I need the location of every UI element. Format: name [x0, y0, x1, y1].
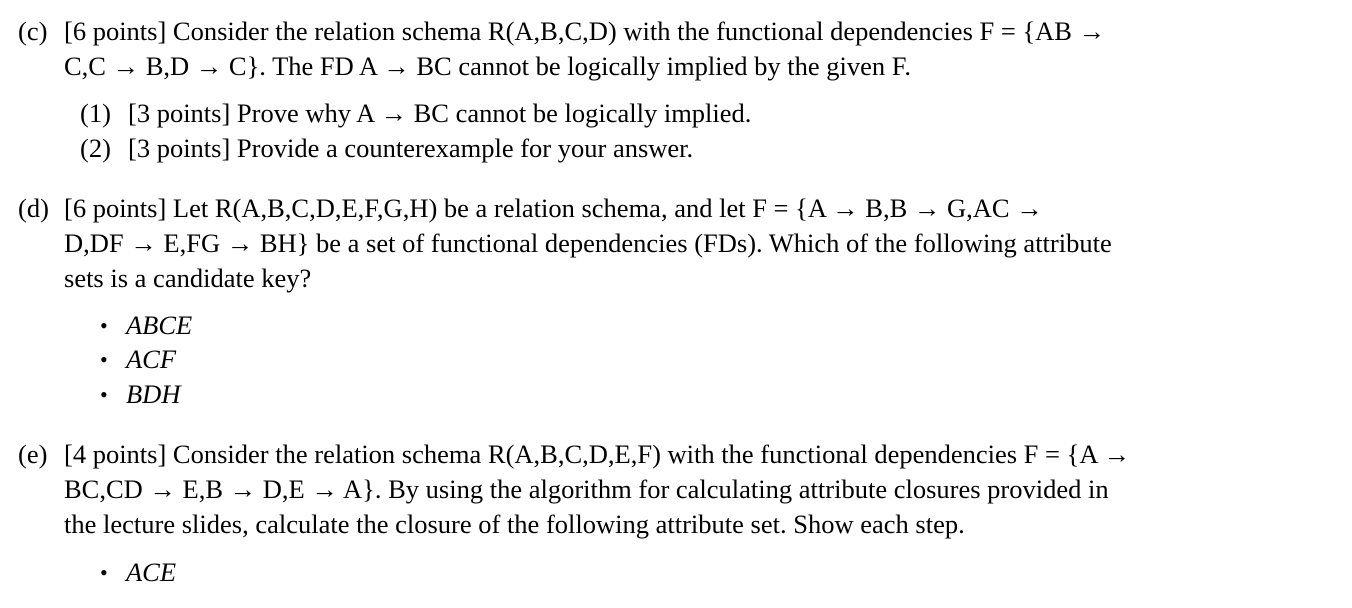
bullet-icon: • [100, 347, 108, 372]
question-e-line-3: the lecture slides, calculate the closure of the following attribute set. Show each step. [64, 509, 965, 539]
subquestion-c2-label: (2) [80, 133, 111, 163]
question-d-line-3: sets is a candidate key? [64, 263, 312, 293]
question-d-label: (d) [18, 193, 49, 223]
bullet-icon: • [100, 560, 108, 585]
question-e-line-2: BC,CD → E,B → D,E → A}. By using the algorithm for calculating attribute closures provided in [64, 474, 1109, 504]
question-e-label: (e) [18, 439, 48, 469]
question-c-line-1: [6 points] Consider the relation schema R(A,B,C,D) with the functional dependencies F = {AB → [64, 16, 1106, 46]
bullet-icon: • [100, 313, 108, 338]
candidate-key-option: ACF [126, 344, 177, 374]
subquestion-c2-text: [3 points] Provide a counterexample for your answer. [128, 133, 694, 163]
attribute-set-option: ACE [126, 557, 177, 587]
candidate-key-option: BDH [126, 379, 181, 409]
question-d-line-2: D,DF → E,FG → BH} be a set of functional dependencies (FDs). Which of the following attribute [64, 228, 1112, 258]
subquestion-c1-label: (1) [80, 98, 111, 128]
bullet-icon: • [100, 382, 108, 407]
question-c-label: (c) [18, 16, 48, 46]
question-c-line-2: C,C → B,D → C}. The FD A → BC cannot be logically implied by the given F. [64, 51, 912, 81]
subquestion-c1-text: [3 points] Prove why A → BC cannot be logically implied. [128, 98, 752, 128]
question-d-line-1: [6 points] Let R(A,B,C,D,E,F,G,H) be a relation schema, and let F = {A → B,B → G,AC → [64, 193, 1043, 223]
candidate-key-option: ABCE [126, 310, 193, 340]
question-e-line-1: [4 points] Consider the relation schema R(A,B,C,D,E,F) with the functional dependencies F = {A → [64, 439, 1131, 469]
